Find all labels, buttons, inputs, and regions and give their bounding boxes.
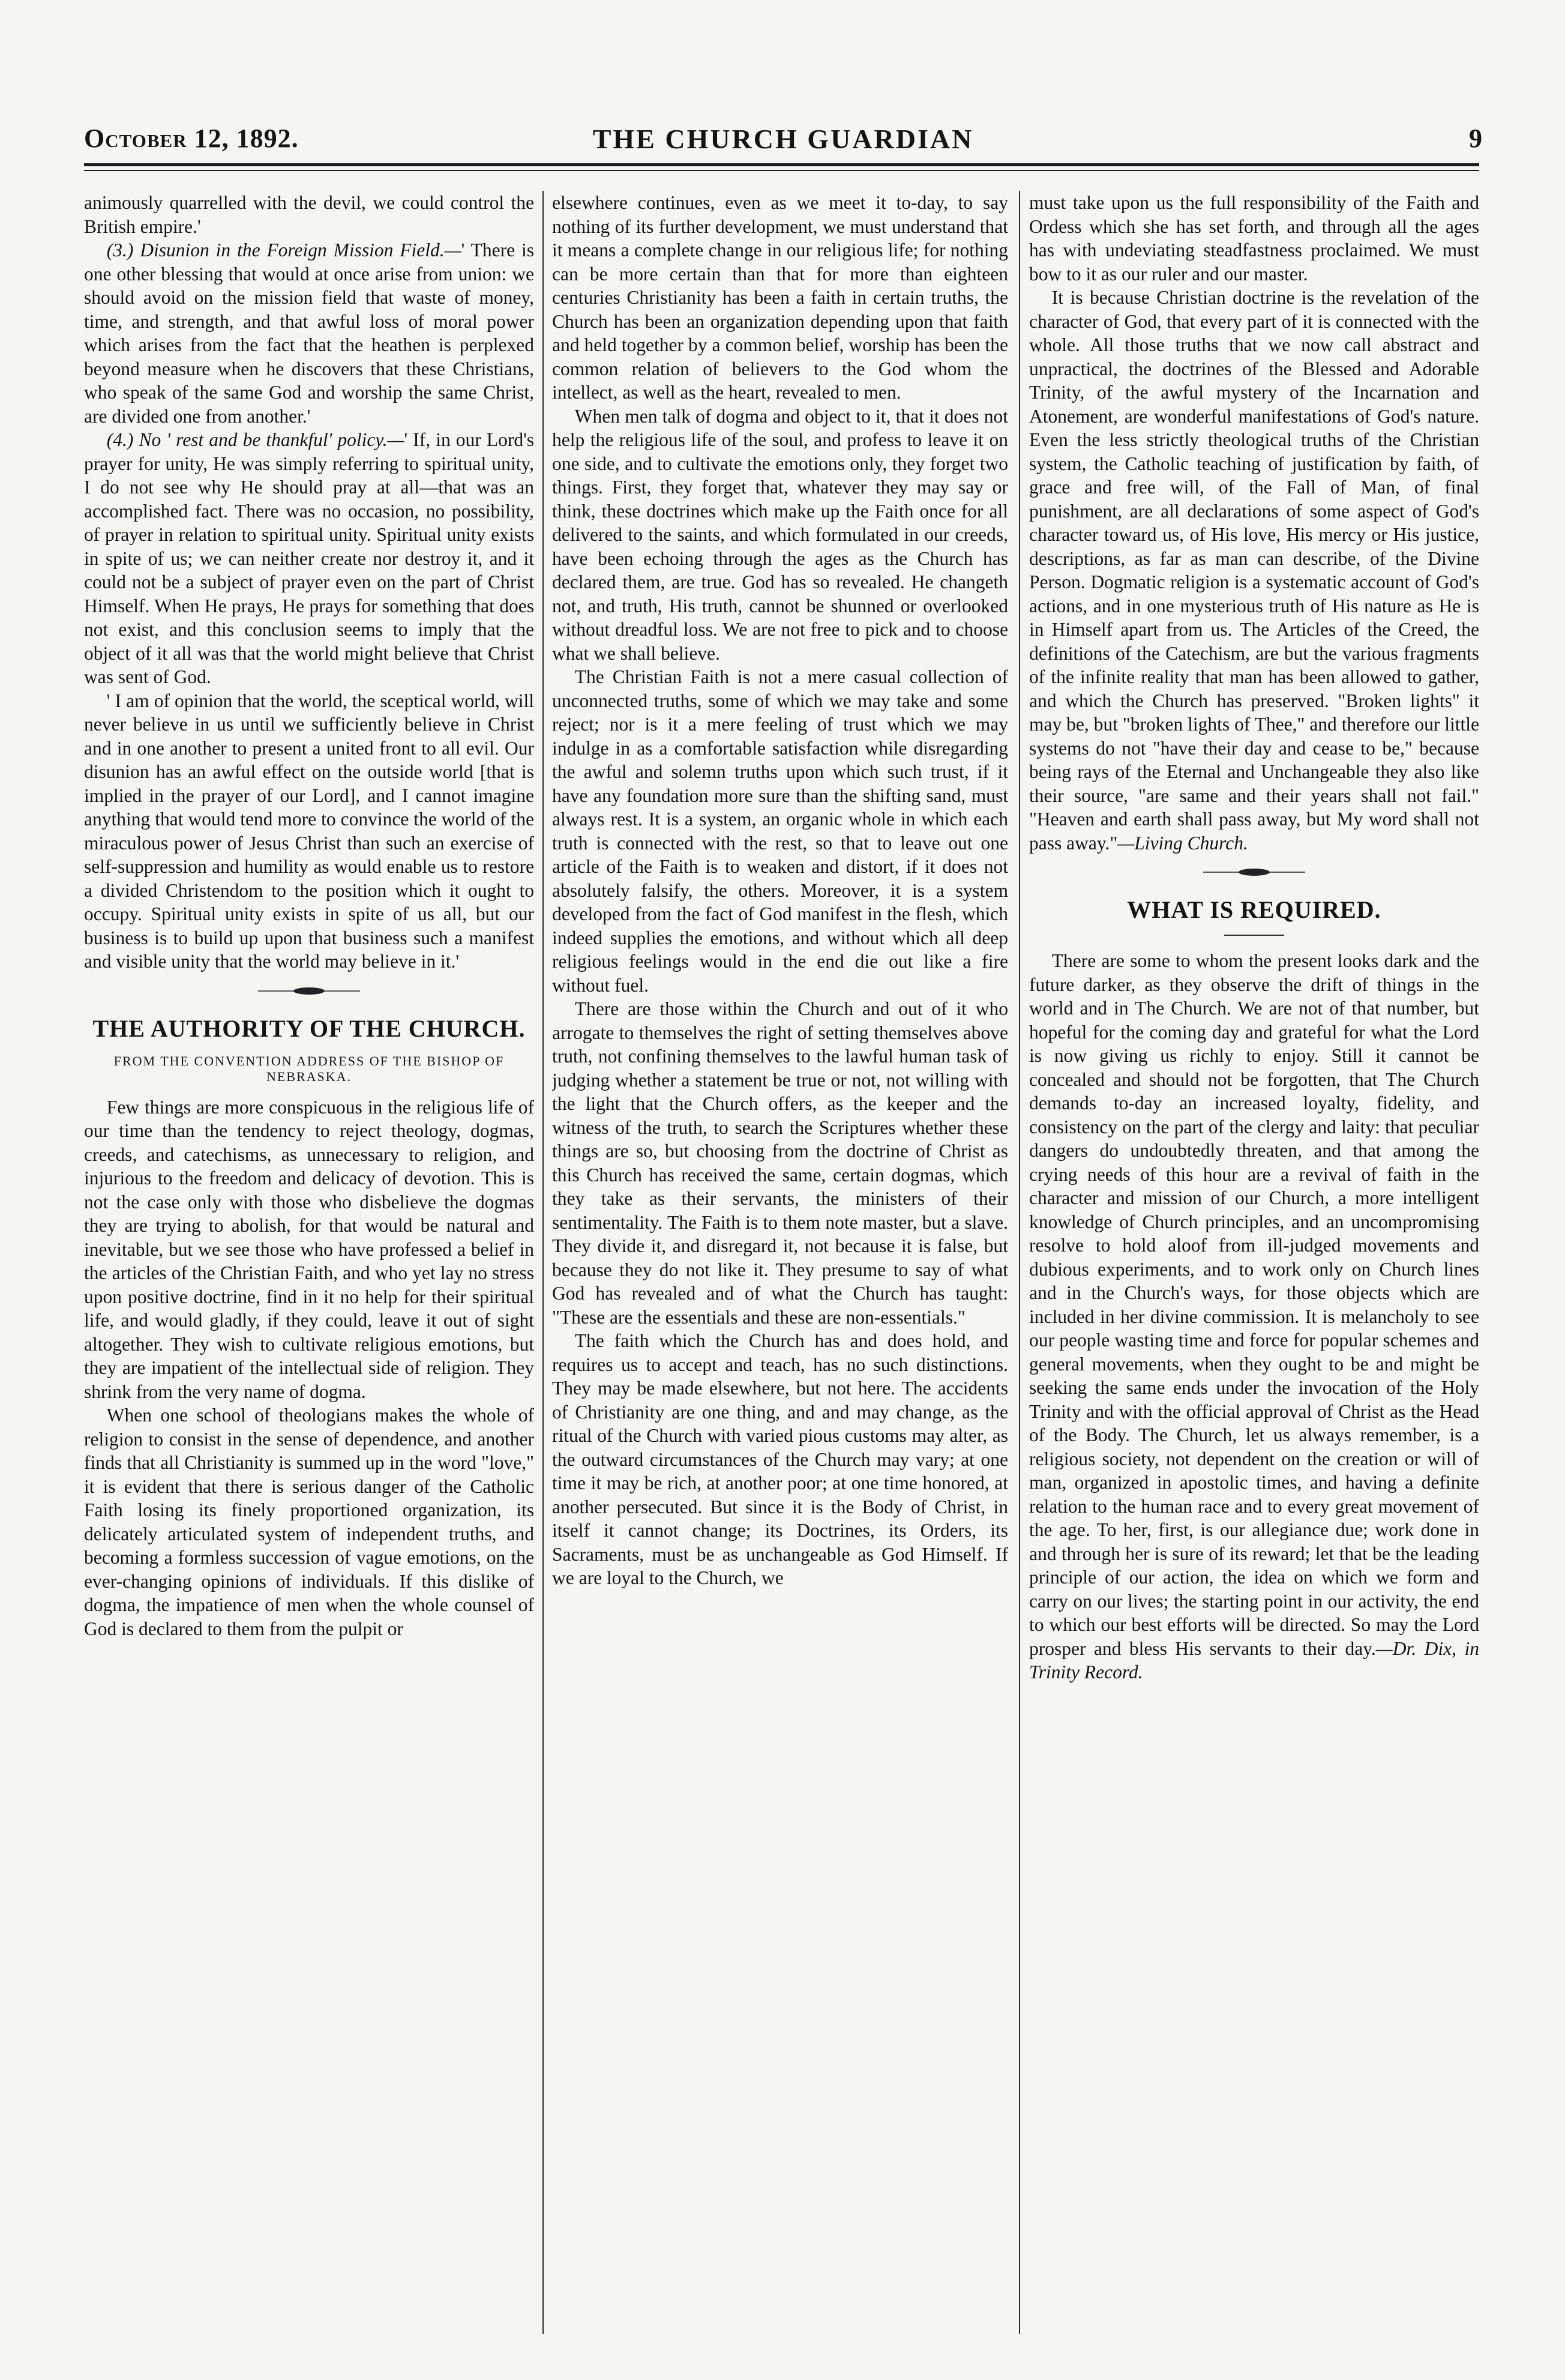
paragraph: elsewhere continues, even as we meet it to-day, to say nothing of its further development, we must understand that it means a complete change in our religious life; for nothing can be more certain than that for more than eighteen centuries Christianity has been a faith in certain truths, the Church has been an organization depending upon that faith and held together by a common belief, worship has been the common relation of believers to the God whom the intellect, as well as the heart, revealed to men. [552, 192, 1008, 403]
paragraph [1029, 286, 1479, 855]
paragraph [84, 428, 534, 689]
source-citation: —Dr. Dix, in Trinity Record. [1029, 1637, 1479, 1683]
paragraph [84, 238, 534, 428]
paragraph: There are those within the Church and out of it who arrogate to themselves the right of setting themselves above truth, not confining themselves to the lawful human task of judging whether a statement be true or not, not willing with the light that the Church offers, as the keeper and the witness of the truth, to search the Scriptures whether these things are so, but choosing from the doctrine of Christ as this Church has received the same, certain dogmas, which they take as their servants, the ministers of their sentimentality. The Faith is to them note master, but a slave. They divide it, and disregard it, not because it is false, but because they do not like it. They presume to say of what God has revealed and of what the Church has taught: "These are the essentials and these are non-essentials." [552, 998, 1008, 1328]
paragraph-text: ' There is one other blessing that would at once arise from union: we should avoid on the mission field that waste of money, time, and strength, and that awful loss of moral power which arises from the fact that the heathen is perplexed beyond measure when he discovers that these Christians, who speak of the same God and worship the same Christ, are divided one from another.' [84, 240, 534, 427]
paragraph: must take upon us the full responsibility of the Faith and Ordess which she has set forth, and through all the ages has with undeviating steadfastness proclaimed. We must bow to it as our ruler and our master. [1029, 192, 1479, 285]
column-divider-1 [542, 191, 544, 2334]
masthead-rule-thin [84, 170, 1479, 171]
paragraph-text: There are some to whom the present looks dark and the future darker, as they observe the drift of things in the world and in The Church. We are not of that number, but hopeful for the coming day and grateful for what the Lord is now giving us richly to enjoy. Still it cannot be concealed and should not be forgotten, that The Church demands to-day an increased loyalty, fidelity, and consistency on the part of the clergy and laity: that peculiar dangers do undoubtedly threaten, and that among the crying needs of this hour are a revival of faith in the character and mission of our Church, a more intelligent knowledge of Church principles, and an uncompromising resolve to hold aloof from ill-judged movements and dubious experiments, and to work only on Church lines and in the Church's ways, for those objects which are included in her divine commission. It is melancholy to see our people wasting time and force for popular schemes and general movements, when they ought to be and might be seeking the same ends under the invocation of the Holy Trinity and with the official approval of Christ as the Head of the Body. The Church, let us always remember, is a religious society, not dependent on the creation or will of man, organized in apostolic times, and having a definite relation to the human race and to every great movement of the age. To her, first, is our allegiance due; work done in and through her is sure of its reward; let that be the leading principle of our action, the idea on which we form and carry on our lives; the starting point in our activity, the end to which our best efforts will be directed. So may the Lord prosper and bless His servants to their day. [1029, 950, 1479, 1659]
paragraph-text: ' If, in our Lord's prayer for unity, He was simply referring to spiritual unity, I do not see why He should pray at all—that was an accomplished fact. There was no occasion, no possibility, of prayer in relation to spiritual unity. Spiritual unity exists in spite of us; we can neither create nor destroy it, and it could not be a subject of prayer even on the part of Christ Himself. When He prays, He prays for something that does not exist, and this conclusion seems to imply that the object of it all was that the world might believe that Christ was sent of God. [84, 429, 534, 687]
section-lead: (4.) No ' rest and be thankful' policy.— [106, 429, 404, 450]
newspaper-title: THE CHURCH GUARDIAN [592, 124, 974, 154]
ornament-divider [1203, 868, 1305, 876]
paragraph: animously quarrelled with the devil, we could control the British empire.' [84, 192, 534, 237]
column-3 [1029, 191, 1479, 2328]
article-heading: THE AUTHORITY OF THE CHURCH. [92, 1014, 526, 1042]
masthead [84, 123, 1482, 159]
article-heading: WHAT IS REQUIRED. [1127, 896, 1381, 923]
issue-date: October 12, 1892. [84, 124, 299, 153]
column-2 [552, 191, 1008, 2328]
heading-rule [1224, 935, 1284, 936]
paragraph-text: It is because Christian doctrine is the revelation of the character of God, that every part of it is connected with the whole. All those truths that we now call abstract and unpractical, the doctrines of the Blessed and Adorable Trinity, of the awful mystery of the Incarnation and Atonement, are wonderful manifestations of God's nature. Even the less strictly theological truths of the Christian system, the Catholic teaching of justification by faith, of grace and free will, of the Fall of Man, of final punishment, are all declarations of some aspect of God's character toward us, of His love, His mercy or His justice, descriptions, as far as man can describe, of the Divine Person. Dogmatic religion is a systematic account of God's actions, and in one mysterious truth of His nature as He is in Himself apart from us. The Articles of the Creed, the definitions of the Catechism, are but the various fragments of the infinite reality that man has been allowed to gather, and which the Church has preserved. "Broken lights" it may be, but "broken lights of Thee," and therefore our little systems do not "have their day and cease to be," because being rays of the Eternal and Unchangeable they also like their source, "are same and their years shall not fail." "Heaven and earth shall pass away, but My word shall not pass away." [1029, 287, 1479, 854]
paragraph: ' I am of opinion that the world, the sceptical world, will never believe in us until we sufficiently believe in Christ and in one another to present a united front to all evil. Our disunion has an awful effect on the outside world [that is implied in the prayer of our Lord], and I cannot imagine anything that would tend more to convince the world of the miraculous power of Jesus Christ than such an exercise of self-suppression and humility as would enable us to restore a divided Christendom to the position which it ought to occupy. Spiritual unity exists in spite of us all, but our business is to build up upon that business such a manifest and visible unity that the world may believe in it.' [84, 690, 534, 972]
source-citation: —Living Church. [1117, 832, 1248, 854]
section-lead: (3.) Disunion in the Foreign Mission Field.— [106, 240, 461, 261]
column-divider-2 [1019, 191, 1020, 2334]
column-1 [84, 191, 534, 2328]
article-subheading: FROM THE CONVENTION ADDRESS OF THE BISHOP OF NEBRASKA. [113, 1053, 505, 1084]
page-number: 9 [1469, 124, 1482, 153]
paragraph: The Christian Faith is not a mere casual collection of unconnected truths, some of which we may take and some reject; nor is it a mere feeling of trust which we may indulge in as a comfortable satisfaction while disregarding the awful and solemn truths upon which such trust, if it have any foundation more sure than the shifting sand, must always rest. It is a system, an organic whole in which each truth is connected with the rest, so that to leave out one article of the Faith is to weaken and distort, if it does not absolutely falsify, the others. Moreover, it is a system developed from the fact of God manifest in the flesh, which indeed supplies the emotions, and without which all deep religious feelings would in the end die out like a fire without fuel. [552, 666, 1008, 996]
paragraph: Few things are more conspicuous in the religious life of our time than the tendency to reject theology, dogmas, creeds, and catechisms, as unnecessary to religion, and injurious to the freedom and delicacy of devotion. This is not the case only with those who disbelieve the dogmas they are trying to abolish, for that would be natural and inevitable, but we see those who have professed a belief in the articles of the Christian Faith, and who yet lay no stress upon positive doctrine, find in it no help for their spiritual life, and would gladly, if they could, leave it out of sight altogether. They wish to cultivate religious emotions, but they are impatient of the intellectual side of religion. They shrink from the very name of dogma. [84, 1096, 534, 1402]
paragraph: The faith which the Church has and does hold, and requires us to accept and teach, has no such distinctions. They may be made elsewhere, but not here. The accidents of Christianity are one thing, and and may change, as the ritual of the Church with varied pious customs may alter, as the outward circumstances of the Church may vary; at one time it may be rich, at another poor; at one time honored, at another persecuted. But since it is the Body of Christ, in itself it cannot change; its Doctrines, its Orders, its Sacraments, must be as unchangeable as God Himself. If we are loyal to the Church, we [552, 1330, 1008, 1588]
paragraph: When one school of theologians makes the whole of religion to consist in the sense of dependence, and another finds that all Christianity is summed up in the word "love," it is evident that there is serious danger of the Catholic Faith losing its finely proportioned organization, its delicately articulated system of independent truths, and becoming a formless succession of vague emotions, on the ever-changing opinions of individuals. If this dislike of dogma, the impatience of men when the whole counsel of God is declared to them from the pulpit or [84, 1405, 534, 1639]
masthead-rule-thick [84, 163, 1479, 166]
ornament-divider [258, 987, 360, 995]
paragraph [1029, 949, 1479, 1684]
paragraph: When men talk of dogma and object to it, that it does not help the religious life of the soul, and profess to leave it on one side, and to cultivate the emotions only, they forget two things. First, they forget that, whatever they may say or think, these doctrines which make up the Faith once for all delivered to the saints, and which formulated in our creeds, have been echoing through the ages as the Church has declared them, are true. God has so revealed. He changeth not, and truth, His truth, cannot be shunned or overlooked without dreadful loss. We are not free to pick and to choose what we shall believe. [552, 405, 1008, 664]
